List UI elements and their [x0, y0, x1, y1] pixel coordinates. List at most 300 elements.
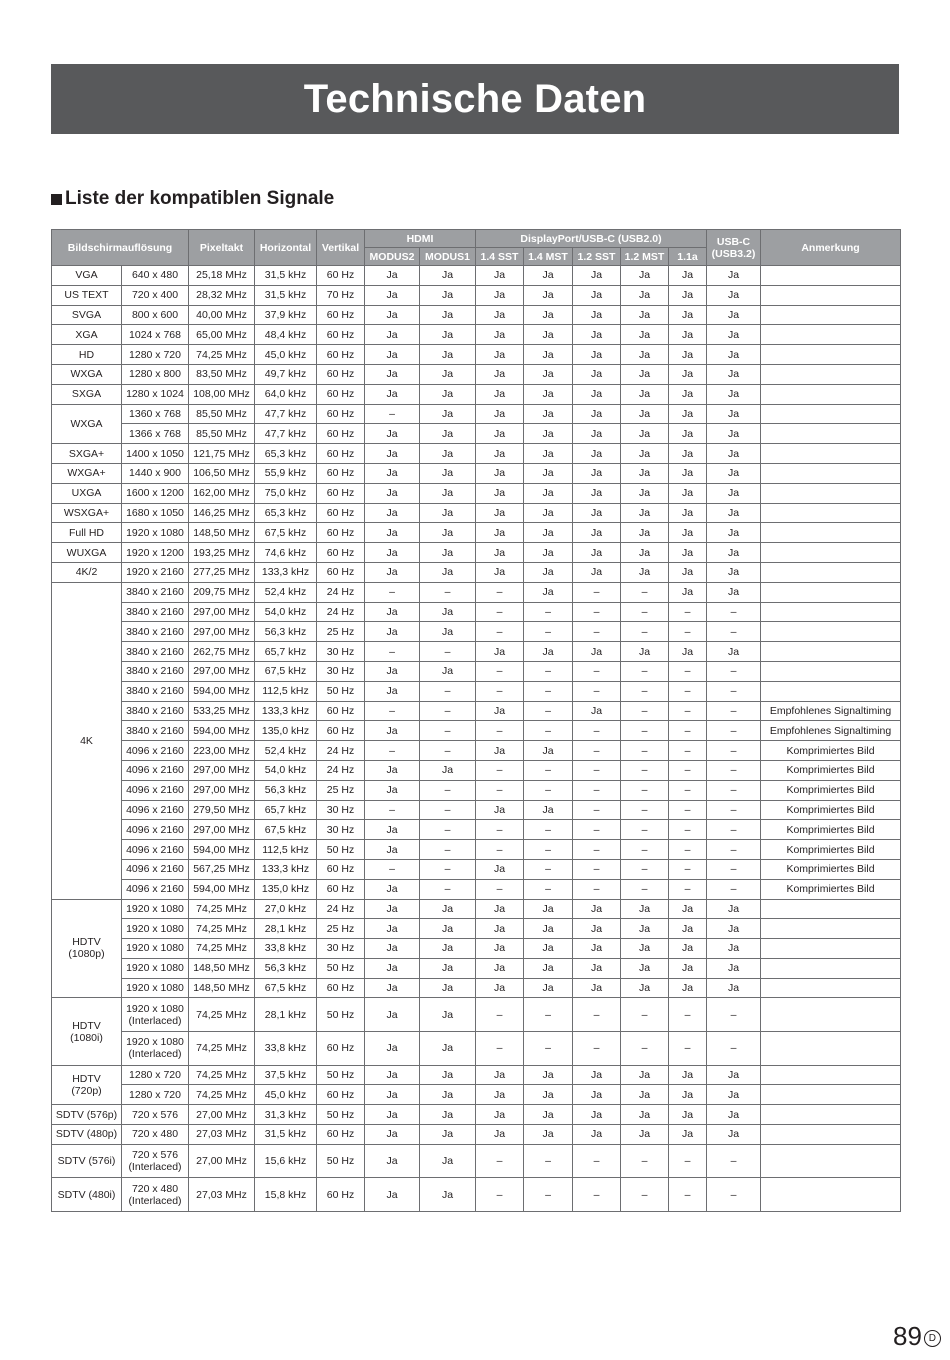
horizontal-freq-cell: 54,0 kHz [255, 760, 317, 780]
horizontal-freq-cell: 56,3 kHz [255, 622, 317, 642]
support-cell: Ja [476, 483, 524, 503]
signal-group-cell: WXGA+ [52, 463, 122, 483]
support-cell: Ja [420, 978, 476, 998]
support-cell: Ja [476, 364, 524, 384]
resolution-cell: 1280 x 800 [122, 364, 189, 384]
section-heading [51, 188, 334, 210]
support-cell: – [621, 998, 669, 1032]
signal-group-cell: XGA [52, 325, 122, 345]
resolution-cell: 3840 x 2160 [122, 681, 189, 701]
header-horizontal: Horizontal [255, 230, 317, 266]
table-row [52, 879, 901, 899]
support-cell: – [365, 582, 420, 602]
support-cell: – [420, 840, 476, 860]
signal-group-cell: WXGA [52, 404, 122, 444]
support-cell: Ja [365, 345, 420, 365]
support-cell: Ja [365, 1125, 420, 1145]
support-cell: Ja [420, 1032, 476, 1066]
support-cell: Ja [669, 582, 707, 602]
table-row [52, 305, 901, 325]
horizontal-freq-cell: 65,7 kHz [255, 800, 317, 820]
vertical-freq-cell: 24 Hz [317, 760, 365, 780]
header-usbc: USB-C (USB3.2) [707, 230, 761, 266]
support-cell: – [669, 701, 707, 721]
pixel-clock-cell: 74,25 MHz [189, 1085, 255, 1105]
resolution-cell: 3840 x 2160 [122, 701, 189, 721]
support-cell: Ja [476, 384, 524, 404]
support-cell: Ja [365, 305, 420, 325]
support-cell: Ja [621, 958, 669, 978]
remark-cell [761, 602, 901, 622]
support-cell: Ja [524, 444, 573, 464]
support-cell: Ja [707, 503, 761, 523]
remark-cell: Empfohlenes Signaltiming [761, 721, 901, 741]
support-cell: Ja [669, 899, 707, 919]
table-row [52, 958, 901, 978]
table-row [52, 404, 901, 424]
support-cell: Ja [420, 285, 476, 305]
pixel-clock-cell: 65,00 MHz [189, 325, 255, 345]
remark-cell [761, 642, 901, 662]
signal-group-cell: WUXGA [52, 543, 122, 563]
support-cell: Ja [476, 285, 524, 305]
support-cell: Ja [621, 483, 669, 503]
support-cell: – [707, 1032, 761, 1066]
support-cell: – [621, 741, 669, 761]
signal-group-cell: HD [52, 345, 122, 365]
support-cell: Ja [524, 424, 573, 444]
remark-cell [761, 424, 901, 444]
remark-cell [761, 266, 901, 286]
pixel-clock-cell: 40,00 MHz [189, 305, 255, 325]
support-cell: Ja [707, 345, 761, 365]
horizontal-freq-cell: 52,4 kHz [255, 741, 317, 761]
support-cell: – [524, 780, 573, 800]
table-row [52, 325, 901, 345]
vertical-freq-cell: 60 Hz [317, 1032, 365, 1066]
table-row [52, 978, 901, 998]
support-cell: Ja [420, 661, 476, 681]
support-cell: Ja [524, 285, 573, 305]
horizontal-freq-cell: 112,5 kHz [255, 840, 317, 860]
support-cell: Ja [669, 384, 707, 404]
vertical-freq-cell: 60 Hz [317, 325, 365, 345]
support-cell: Ja [524, 305, 573, 325]
support-cell: Ja [365, 1178, 420, 1212]
support-cell: Ja [669, 1105, 707, 1125]
support-cell: – [420, 681, 476, 701]
support-cell: Ja [621, 1065, 669, 1085]
support-cell: Ja [476, 424, 524, 444]
support-cell: Ja [365, 602, 420, 622]
support-cell: Ja [621, 384, 669, 404]
signal-group-cell: HDTV (720p) [52, 1065, 122, 1105]
support-cell: Ja [669, 642, 707, 662]
support-cell: Ja [669, 424, 707, 444]
support-cell: – [420, 582, 476, 602]
support-cell: Ja [476, 444, 524, 464]
support-cell: Ja [621, 562, 669, 582]
support-cell: Ja [476, 325, 524, 345]
signal-group-cell: SDTV (576p) [52, 1105, 122, 1125]
support-cell: Ja [621, 345, 669, 365]
support-cell: Ja [573, 364, 621, 384]
resolution-cell: 4096 x 2160 [122, 760, 189, 780]
support-cell: Ja [573, 444, 621, 464]
horizontal-freq-cell: 64,0 kHz [255, 384, 317, 404]
vertical-freq-cell: 60 Hz [317, 463, 365, 483]
table-row [52, 919, 901, 939]
remark-cell: Komprimiertes Bild [761, 760, 901, 780]
support-cell: Ja [365, 1105, 420, 1125]
support-cell: – [573, 859, 621, 879]
support-cell: – [669, 1144, 707, 1178]
remark-cell: Komprimiertes Bild [761, 840, 901, 860]
support-cell: Ja [669, 523, 707, 543]
support-cell: Ja [573, 1065, 621, 1085]
horizontal-freq-cell: 33,8 kHz [255, 939, 317, 959]
support-cell: Ja [420, 543, 476, 563]
support-cell: Ja [524, 1085, 573, 1105]
support-cell: – [573, 681, 621, 701]
support-cell: Ja [420, 899, 476, 919]
support-cell: – [365, 800, 420, 820]
table-row [52, 463, 901, 483]
pixel-clock-cell: 28,32 MHz [189, 285, 255, 305]
page-number-text: 89 [893, 1321, 922, 1351]
table-row [52, 642, 901, 662]
support-cell: – [669, 859, 707, 879]
vertical-freq-cell: 50 Hz [317, 840, 365, 860]
remark-cell [761, 919, 901, 939]
vertical-freq-cell: 60 Hz [317, 266, 365, 286]
header-remark: Anmerkung [761, 230, 901, 266]
resolution-cell: 1280 x 720 [122, 345, 189, 365]
resolution-cell: 1920 x 1080 [122, 958, 189, 978]
pixel-clock-cell: 85,50 MHz [189, 424, 255, 444]
support-cell: Ja [707, 543, 761, 563]
horizontal-freq-cell: 133,3 kHz [255, 701, 317, 721]
support-cell: Ja [524, 523, 573, 543]
support-cell: Ja [476, 939, 524, 959]
support-cell: – [476, 879, 524, 899]
bullet-square-icon [51, 194, 62, 205]
horizontal-freq-cell: 65,3 kHz [255, 503, 317, 523]
table-row [52, 266, 901, 286]
support-cell: – [707, 1144, 761, 1178]
support-cell: Ja [669, 345, 707, 365]
remark-cell [761, 1032, 901, 1066]
support-cell: Ja [669, 978, 707, 998]
support-cell: Ja [420, 919, 476, 939]
table-row [52, 503, 901, 523]
table-row [52, 622, 901, 642]
support-cell: Ja [573, 958, 621, 978]
support-cell: Ja [669, 305, 707, 325]
table-row [52, 741, 901, 761]
support-cell: Ja [621, 285, 669, 305]
support-cell: – [669, 820, 707, 840]
horizontal-freq-cell: 49,7 kHz [255, 364, 317, 384]
header-dp-14-sst: 1.4 SST [476, 248, 524, 266]
resolution-cell: 3840 x 2160 [122, 642, 189, 662]
support-cell: Ja [621, 503, 669, 523]
resolution-cell: 1920 x 2160 [122, 562, 189, 582]
support-cell: – [476, 1178, 524, 1212]
vertical-freq-cell: 60 Hz [317, 345, 365, 365]
remark-cell [761, 305, 901, 325]
header-pixel-clock: Pixeltakt [189, 230, 255, 266]
support-cell: – [621, 721, 669, 741]
remark-cell [761, 899, 901, 919]
pixel-clock-cell: 74,25 MHz [189, 939, 255, 959]
support-cell: Ja [365, 424, 420, 444]
vertical-freq-cell: 25 Hz [317, 919, 365, 939]
support-cell: – [669, 998, 707, 1032]
support-cell: Ja [621, 364, 669, 384]
horizontal-freq-cell: 133,3 kHz [255, 562, 317, 582]
pixel-clock-cell: 567,25 MHz [189, 859, 255, 879]
support-cell: Ja [707, 642, 761, 662]
resolution-cell: 1600 x 1200 [122, 483, 189, 503]
table-row [52, 661, 901, 681]
pixel-clock-cell: 148,50 MHz [189, 523, 255, 543]
remark-cell: Komprimiertes Bild [761, 879, 901, 899]
resolution-cell: 1920 x 1080 [122, 978, 189, 998]
pixel-clock-cell: 594,00 MHz [189, 840, 255, 860]
support-cell: Ja [420, 998, 476, 1032]
support-cell: Ja [365, 463, 420, 483]
support-cell: Ja [524, 543, 573, 563]
table-row [52, 840, 901, 860]
horizontal-freq-cell: 112,5 kHz [255, 681, 317, 701]
vertical-freq-cell: 24 Hz [317, 602, 365, 622]
signal-group-cell: VGA [52, 266, 122, 286]
resolution-cell: 4096 x 2160 [122, 741, 189, 761]
signal-group-cell: 4K/2 [52, 562, 122, 582]
pixel-clock-cell: 106,50 MHz [189, 463, 255, 483]
support-cell: Ja [621, 1105, 669, 1125]
support-cell: Ja [365, 1085, 420, 1105]
support-cell: Ja [707, 483, 761, 503]
support-cell: Ja [365, 958, 420, 978]
support-cell: Ja [621, 266, 669, 286]
section-title-text: Liste der kompatiblen Signale [65, 188, 335, 209]
support-cell: – [621, 622, 669, 642]
vertical-freq-cell: 25 Hz [317, 780, 365, 800]
resolution-cell: 3840 x 2160 [122, 582, 189, 602]
table-row [52, 1065, 901, 1085]
signal-group-cell: SXGA+ [52, 444, 122, 464]
resolution-cell: 1280 x 720 [122, 1065, 189, 1085]
support-cell: – [707, 741, 761, 761]
horizontal-freq-cell: 47,7 kHz [255, 404, 317, 424]
support-cell: – [573, 800, 621, 820]
support-cell: Ja [365, 562, 420, 582]
support-cell: Ja [420, 444, 476, 464]
support-cell: – [669, 741, 707, 761]
support-cell: Ja [524, 582, 573, 602]
support-cell: Ja [365, 325, 420, 345]
pixel-clock-cell: 85,50 MHz [189, 404, 255, 424]
support-cell: Ja [420, 325, 476, 345]
support-cell: Ja [573, 424, 621, 444]
support-cell: Ja [524, 741, 573, 761]
support-cell: Ja [476, 1105, 524, 1125]
resolution-cell: 720 x 576 (Interlaced) [122, 1144, 189, 1178]
support-cell: Ja [573, 978, 621, 998]
horizontal-freq-cell: 56,3 kHz [255, 780, 317, 800]
support-cell: Ja [476, 701, 524, 721]
support-cell: – [524, 661, 573, 681]
remark-cell [761, 285, 901, 305]
support-cell: Ja [420, 1105, 476, 1125]
support-cell: Ja [621, 919, 669, 939]
horizontal-freq-cell: 45,0 kHz [255, 345, 317, 365]
resolution-cell: 1400 x 1050 [122, 444, 189, 464]
support-cell: Ja [524, 899, 573, 919]
pixel-clock-cell: 594,00 MHz [189, 681, 255, 701]
support-cell: – [707, 622, 761, 642]
vertical-freq-cell: 60 Hz [317, 483, 365, 503]
support-cell: – [621, 1178, 669, 1212]
pixel-clock-cell: 148,50 MHz [189, 978, 255, 998]
resolution-cell: 720 x 400 [122, 285, 189, 305]
support-cell: – [707, 701, 761, 721]
vertical-freq-cell: 60 Hz [317, 404, 365, 424]
support-cell: – [420, 741, 476, 761]
vertical-freq-cell: 60 Hz [317, 543, 365, 563]
support-cell: Ja [707, 523, 761, 543]
resolution-cell: 4096 x 2160 [122, 840, 189, 860]
table-row [52, 384, 901, 404]
support-cell: Ja [707, 919, 761, 939]
support-cell: – [669, 780, 707, 800]
support-cell: – [573, 998, 621, 1032]
support-cell: – [524, 622, 573, 642]
support-cell: Ja [524, 266, 573, 286]
horizontal-freq-cell: 28,1 kHz [255, 998, 317, 1032]
horizontal-freq-cell: 67,5 kHz [255, 978, 317, 998]
support-cell: Ja [524, 404, 573, 424]
horizontal-freq-cell: 31,5 kHz [255, 285, 317, 305]
pixel-clock-cell: 594,00 MHz [189, 879, 255, 899]
support-cell: – [707, 780, 761, 800]
page-header [51, 64, 899, 134]
page-title: Technische Daten [303, 76, 647, 121]
support-cell: – [669, 1032, 707, 1066]
support-cell: Ja [669, 1125, 707, 1145]
support-cell: Ja [707, 562, 761, 582]
vertical-freq-cell: 60 Hz [317, 562, 365, 582]
support-cell: Ja [707, 364, 761, 384]
vertical-freq-cell: 24 Hz [317, 899, 365, 919]
table-row [52, 562, 901, 582]
pixel-clock-cell: 121,75 MHz [189, 444, 255, 464]
support-cell: – [621, 1144, 669, 1178]
support-cell: – [476, 820, 524, 840]
support-cell: – [669, 1178, 707, 1212]
support-cell: Ja [573, 266, 621, 286]
remark-cell [761, 543, 901, 563]
support-cell: Ja [621, 1125, 669, 1145]
support-cell: Ja [669, 266, 707, 286]
header-hdmi-modus2: MODUS2 [365, 248, 420, 266]
remark-cell [761, 1065, 901, 1085]
support-cell: Ja [365, 1032, 420, 1066]
support-cell: – [420, 800, 476, 820]
support-cell: Ja [524, 1125, 573, 1145]
support-cell: Ja [524, 919, 573, 939]
support-cell: Ja [420, 1065, 476, 1085]
support-cell: Ja [573, 1085, 621, 1105]
horizontal-freq-cell: 67,5 kHz [255, 661, 317, 681]
support-cell: Ja [420, 404, 476, 424]
support-cell: Ja [524, 562, 573, 582]
resolution-cell: 1280 x 720 [122, 1085, 189, 1105]
horizontal-freq-cell: 67,5 kHz [255, 820, 317, 840]
support-cell: – [420, 859, 476, 879]
support-cell: Ja [707, 384, 761, 404]
support-cell: – [573, 622, 621, 642]
support-cell: – [476, 1144, 524, 1178]
support-cell: Ja [420, 266, 476, 286]
pixel-clock-cell: 277,25 MHz [189, 562, 255, 582]
remark-cell [761, 998, 901, 1032]
horizontal-freq-cell: 37,9 kHz [255, 305, 317, 325]
horizontal-freq-cell: 135,0 kHz [255, 721, 317, 741]
support-cell: Ja [621, 978, 669, 998]
signal-group-cell: SXGA [52, 384, 122, 404]
resolution-cell: 1280 x 1024 [122, 384, 189, 404]
support-cell: Ja [669, 444, 707, 464]
resolution-cell: 1920 x 1080 (Interlaced) [122, 1032, 189, 1066]
remark-cell [761, 1125, 901, 1145]
support-cell: Ja [573, 939, 621, 959]
support-cell: – [476, 681, 524, 701]
support-cell: Ja [365, 523, 420, 543]
pixel-clock-cell: 27,00 MHz [189, 1144, 255, 1178]
support-cell: Ja [573, 562, 621, 582]
signal-group-cell: SVGA [52, 305, 122, 325]
support-cell: – [621, 800, 669, 820]
table-row [52, 859, 901, 879]
support-cell: Ja [669, 364, 707, 384]
signal-group-cell: WXGA [52, 364, 122, 384]
support-cell: Ja [707, 978, 761, 998]
header-hdmi: HDMI [365, 230, 476, 248]
support-cell: Ja [365, 721, 420, 741]
support-cell: – [365, 859, 420, 879]
vertical-freq-cell: 60 Hz [317, 701, 365, 721]
horizontal-freq-cell: 15,8 kHz [255, 1178, 317, 1212]
pixel-clock-cell: 262,75 MHz [189, 642, 255, 662]
support-cell: – [524, 681, 573, 701]
table-row [52, 543, 901, 563]
header-resolution: Bildschirmauflösung [52, 230, 189, 266]
table-row [52, 721, 901, 741]
horizontal-freq-cell: 55,9 kHz [255, 463, 317, 483]
signal-group-cell: HDTV (1080i) [52, 998, 122, 1065]
support-cell: – [621, 1032, 669, 1066]
pixel-clock-cell: 25,18 MHz [189, 266, 255, 286]
support-cell: – [524, 721, 573, 741]
support-cell: Ja [365, 899, 420, 919]
support-cell: Ja [621, 404, 669, 424]
support-cell: Ja [365, 622, 420, 642]
table-row [52, 424, 901, 444]
support-cell: Ja [707, 305, 761, 325]
